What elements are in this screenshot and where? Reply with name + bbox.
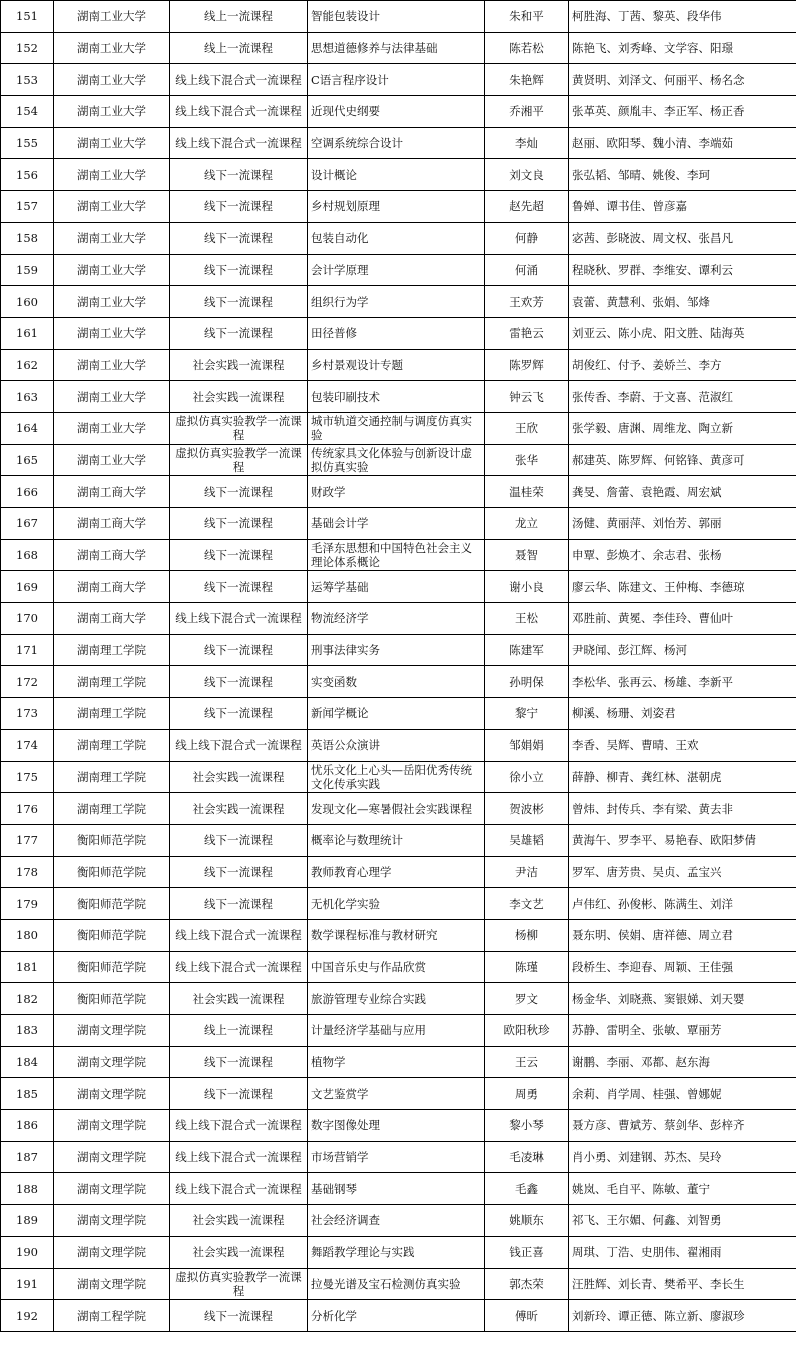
course-name-cell: 拉曼光谱及宝石检测仿真实验 bbox=[308, 1268, 485, 1300]
course-name-cell: 乡村规划原理 bbox=[308, 191, 485, 223]
row-number: 184 bbox=[1, 1046, 54, 1078]
course-name-cell: 分析化学 bbox=[308, 1300, 485, 1332]
table-row bbox=[1, 729, 796, 761]
course-type-cell: 线上线下混合式一流课程 bbox=[170, 1110, 308, 1142]
course-name-cell: 设计概论 bbox=[308, 159, 485, 191]
table-row bbox=[1, 1236, 796, 1268]
row-number: 173 bbox=[1, 698, 54, 730]
row-number: 179 bbox=[1, 888, 54, 920]
course-name-cell: 英语公众演讲 bbox=[308, 729, 485, 761]
row-number: 154 bbox=[1, 96, 54, 128]
team-members-cell: 薛静、柳青、龚红林、湛朝虎 bbox=[569, 761, 796, 793]
course-leader-cell: 龙立 bbox=[485, 508, 569, 540]
course-name-cell: 计量经济学基础与应用 bbox=[308, 1015, 485, 1047]
table-row bbox=[1, 824, 796, 856]
team-members-cell: 汪胜辉、刘长青、樊希平、李长生 bbox=[569, 1268, 796, 1300]
table-body bbox=[1, 1, 796, 1332]
course-type-cell: 线下一流课程 bbox=[170, 1300, 308, 1332]
table-row bbox=[1, 1300, 796, 1332]
course-leader-cell: 姚顺东 bbox=[485, 1205, 569, 1237]
course-leader-cell: 李文艺 bbox=[485, 888, 569, 920]
row-number: 171 bbox=[1, 634, 54, 666]
course-leader-cell: 钟云飞 bbox=[485, 381, 569, 413]
table-row bbox=[1, 508, 796, 540]
row-number: 162 bbox=[1, 349, 54, 381]
row-number: 168 bbox=[1, 539, 54, 571]
table-row bbox=[1, 32, 796, 64]
course-name-cell: 城市轨道交通控制与调度仿真实验 bbox=[308, 412, 485, 444]
course-name-cell: 毛泽东思想和中国特色社会主义理论体系概论 bbox=[308, 539, 485, 571]
course-name-cell: 乡村景观设计专题 bbox=[308, 349, 485, 381]
course-type-cell: 虚拟仿真实验教学一流课程 bbox=[170, 412, 308, 444]
course-leader-cell: 聂智 bbox=[485, 539, 569, 571]
university-cell: 湖南工业大学 bbox=[54, 191, 170, 223]
university-cell: 湖南工业大学 bbox=[54, 159, 170, 191]
course-leader-cell: 王云 bbox=[485, 1046, 569, 1078]
table-row bbox=[1, 888, 796, 920]
university-cell: 湖南文理学院 bbox=[54, 1110, 170, 1142]
course-name-cell: 社会经济调查 bbox=[308, 1205, 485, 1237]
course-name-cell: 数学课程标准与教材研究 bbox=[308, 919, 485, 951]
course-name-cell: 旅游管理专业综合实践 bbox=[308, 983, 485, 1015]
course-leader-cell: 陈瑾 bbox=[485, 951, 569, 983]
course-type-cell: 线下一流课程 bbox=[170, 571, 308, 603]
team-members-cell: 赵丽、欧阳琴、魏小清、李端茹 bbox=[569, 127, 796, 159]
course-type-cell: 线上线下混合式一流课程 bbox=[170, 127, 308, 159]
course-type-cell: 社会实践一流课程 bbox=[170, 761, 308, 793]
course-type-cell: 线下一流课程 bbox=[170, 191, 308, 223]
course-name-cell: 近现代史纲要 bbox=[308, 96, 485, 128]
course-leader-cell: 郭杰荣 bbox=[485, 1268, 569, 1300]
row-number: 158 bbox=[1, 222, 54, 254]
course-leader-cell: 李灿 bbox=[485, 127, 569, 159]
university-cell: 湖南工业大学 bbox=[54, 286, 170, 318]
team-members-cell: 鲁婵、谭书佳、曾彦嘉 bbox=[569, 191, 796, 223]
team-members-cell: 张革英、颜胤丰、李正军、杨正香 bbox=[569, 96, 796, 128]
course-leader-cell: 徐小立 bbox=[485, 761, 569, 793]
table-row bbox=[1, 1205, 796, 1237]
university-cell: 湖南文理学院 bbox=[54, 1236, 170, 1268]
row-number: 177 bbox=[1, 824, 54, 856]
row-number: 188 bbox=[1, 1173, 54, 1205]
course-name-cell: 物流经济学 bbox=[308, 603, 485, 635]
team-members-cell: 尹晓闻、彭江辉、杨河 bbox=[569, 634, 796, 666]
table-row bbox=[1, 603, 796, 635]
course-leader-cell: 杨柳 bbox=[485, 919, 569, 951]
table-row bbox=[1, 476, 796, 508]
university-cell: 湖南文理学院 bbox=[54, 1205, 170, 1237]
course-name-cell: 会计学原理 bbox=[308, 254, 485, 286]
course-name-cell: 发现文化—寒暑假社会实践课程 bbox=[308, 793, 485, 825]
course-name-cell: 概率论与数理统计 bbox=[308, 824, 485, 856]
row-number: 151 bbox=[1, 1, 54, 33]
course-name-cell: 包装印刷技术 bbox=[308, 381, 485, 413]
row-number: 180 bbox=[1, 919, 54, 951]
course-type-cell: 社会实践一流课程 bbox=[170, 1236, 308, 1268]
course-type-cell: 线上线下混合式一流课程 bbox=[170, 1141, 308, 1173]
university-cell: 湖南工商大学 bbox=[54, 476, 170, 508]
university-cell: 湖南文理学院 bbox=[54, 1268, 170, 1300]
course-leader-cell: 乔湘平 bbox=[485, 96, 569, 128]
team-members-cell: 聂方彦、曹斌芳、蔡剑华、彭梓齐 bbox=[569, 1110, 796, 1142]
course-leader-cell: 毛鑫 bbox=[485, 1173, 569, 1205]
row-number: 182 bbox=[1, 983, 54, 1015]
team-members-cell: 罗军、唐芳贵、吴贞、孟宝兴 bbox=[569, 856, 796, 888]
university-cell: 湖南理工学院 bbox=[54, 666, 170, 698]
table-row bbox=[1, 983, 796, 1015]
course-type-cell: 线上线下混合式一流课程 bbox=[170, 729, 308, 761]
course-type-cell: 线上一流课程 bbox=[170, 32, 308, 64]
university-cell: 衡阳师范学院 bbox=[54, 983, 170, 1015]
course-type-cell: 线下一流课程 bbox=[170, 159, 308, 191]
table-row bbox=[1, 96, 796, 128]
course-name-cell: 包装自动化 bbox=[308, 222, 485, 254]
course-type-cell: 线上一流课程 bbox=[170, 1, 308, 33]
course-leader-cell: 钱正喜 bbox=[485, 1236, 569, 1268]
course-name-cell: 智能包装设计 bbox=[308, 1, 485, 33]
team-members-cell: 柳溪、杨珊、刘姿君 bbox=[569, 698, 796, 730]
table-row bbox=[1, 444, 796, 476]
row-number: 185 bbox=[1, 1078, 54, 1110]
row-number: 183 bbox=[1, 1015, 54, 1047]
course-type-cell: 线下一流课程 bbox=[170, 824, 308, 856]
course-type-cell: 线下一流课程 bbox=[170, 666, 308, 698]
course-leader-cell: 欧阳秋珍 bbox=[485, 1015, 569, 1047]
course-leader-cell: 赵先超 bbox=[485, 191, 569, 223]
course-leader-cell: 傅昕 bbox=[485, 1300, 569, 1332]
course-name-cell: 空调系统综合设计 bbox=[308, 127, 485, 159]
team-members-cell: 张弘韬、邹晴、姚俊、李珂 bbox=[569, 159, 796, 191]
university-cell: 湖南工商大学 bbox=[54, 539, 170, 571]
course-name-cell: 中国音乐史与作品欣赏 bbox=[308, 951, 485, 983]
university-cell: 湖南工业大学 bbox=[54, 317, 170, 349]
row-number: 167 bbox=[1, 508, 54, 540]
team-members-cell: 肖小勇、刘建钢、苏杰、吴玲 bbox=[569, 1141, 796, 1173]
university-cell: 湖南工业大学 bbox=[54, 412, 170, 444]
course-type-cell: 线下一流课程 bbox=[170, 317, 308, 349]
course-type-cell: 线上线下混合式一流课程 bbox=[170, 919, 308, 951]
university-cell: 湖南工业大学 bbox=[54, 349, 170, 381]
table-row bbox=[1, 1173, 796, 1205]
table-row bbox=[1, 1268, 796, 1300]
row-number: 165 bbox=[1, 444, 54, 476]
row-number: 164 bbox=[1, 412, 54, 444]
course-leader-cell: 吴雄韬 bbox=[485, 824, 569, 856]
row-number: 159 bbox=[1, 254, 54, 286]
table-row bbox=[1, 254, 796, 286]
course-type-cell: 线下一流课程 bbox=[170, 476, 308, 508]
course-leader-cell: 朱艳辉 bbox=[485, 64, 569, 96]
course-name-cell: 运筹学基础 bbox=[308, 571, 485, 603]
course-type-cell: 社会实践一流课程 bbox=[170, 381, 308, 413]
course-leader-cell: 孙明保 bbox=[485, 666, 569, 698]
team-members-cell: 刘亚云、陈小虎、阳文胜、陆海英 bbox=[569, 317, 796, 349]
university-cell: 衡阳师范学院 bbox=[54, 919, 170, 951]
row-number: 153 bbox=[1, 64, 54, 96]
row-number: 155 bbox=[1, 127, 54, 159]
course-type-cell: 虚拟仿真实验教学一流课程 bbox=[170, 444, 308, 476]
team-members-cell: 龚旻、詹蕾、袁艳霞、周宏斌 bbox=[569, 476, 796, 508]
course-leader-cell: 温桂荣 bbox=[485, 476, 569, 508]
course-name-cell: 基础钢琴 bbox=[308, 1173, 485, 1205]
course-type-cell: 线下一流课程 bbox=[170, 888, 308, 920]
course-leader-cell: 邹娟娟 bbox=[485, 729, 569, 761]
table-row bbox=[1, 1110, 796, 1142]
course-type-cell: 线下一流课程 bbox=[170, 508, 308, 540]
course-name-cell: 文艺鉴赏学 bbox=[308, 1078, 485, 1110]
course-name-cell: 数字图像处理 bbox=[308, 1110, 485, 1142]
university-cell: 湖南工业大学 bbox=[54, 127, 170, 159]
team-members-cell: 苏静、雷明全、张敏、覃丽芳 bbox=[569, 1015, 796, 1047]
table-row bbox=[1, 571, 796, 603]
course-leader-cell: 周勇 bbox=[485, 1078, 569, 1110]
row-number: 152 bbox=[1, 32, 54, 64]
row-number: 175 bbox=[1, 761, 54, 793]
table-row bbox=[1, 349, 796, 381]
university-cell: 湖南工业大学 bbox=[54, 444, 170, 476]
university-cell: 湖南工商大学 bbox=[54, 571, 170, 603]
course-name-cell: 植物学 bbox=[308, 1046, 485, 1078]
university-cell: 湖南工业大学 bbox=[54, 32, 170, 64]
table-row bbox=[1, 539, 796, 571]
course-leader-cell: 何涌 bbox=[485, 254, 569, 286]
university-cell: 湖南工业大学 bbox=[54, 254, 170, 286]
course-type-cell: 虚拟仿真实验教学一流课程 bbox=[170, 1268, 308, 1300]
course-leader-cell: 贺波彬 bbox=[485, 793, 569, 825]
team-members-cell: 卢伟红、孙俊彬、陈满生、刘洋 bbox=[569, 888, 796, 920]
course-type-cell: 线下一流课程 bbox=[170, 222, 308, 254]
team-members-cell: 郝建英、陈罗辉、何铭锋、黄彦可 bbox=[569, 444, 796, 476]
university-cell: 湖南工业大学 bbox=[54, 222, 170, 254]
course-name-cell: 教师教育心理学 bbox=[308, 856, 485, 888]
table-row bbox=[1, 1141, 796, 1173]
row-number: 172 bbox=[1, 666, 54, 698]
row-number: 169 bbox=[1, 571, 54, 603]
row-number: 178 bbox=[1, 856, 54, 888]
course-leader-cell: 黎小琴 bbox=[485, 1110, 569, 1142]
row-number: 187 bbox=[1, 1141, 54, 1173]
team-members-cell: 袁蕾、黄慧利、张娟、邹烽 bbox=[569, 286, 796, 318]
course-leader-cell: 陈罗辉 bbox=[485, 349, 569, 381]
university-cell: 湖南文理学院 bbox=[54, 1078, 170, 1110]
course-name-cell: 传统家具文化体验与创新设计虚拟仿真实验 bbox=[308, 444, 485, 476]
table-row bbox=[1, 1046, 796, 1078]
university-cell: 湖南理工学院 bbox=[54, 634, 170, 666]
team-members-cell: 柯胜海、丁茜、黎英、段华伟 bbox=[569, 1, 796, 33]
university-cell: 湖南工商大学 bbox=[54, 603, 170, 635]
table-row bbox=[1, 761, 796, 793]
university-cell: 湖南文理学院 bbox=[54, 1046, 170, 1078]
team-members-cell: 汤健、黄丽萍、刘怡芳、郭丽 bbox=[569, 508, 796, 540]
team-members-cell: 宓茜、彭晓波、周文权、张昌凡 bbox=[569, 222, 796, 254]
course-leader-cell: 何静 bbox=[485, 222, 569, 254]
team-members-cell: 邓胜前、黄冕、李佳玲、曹仙叶 bbox=[569, 603, 796, 635]
team-members-cell: 曾炜、封传兵、李有梁、黄去非 bbox=[569, 793, 796, 825]
university-cell: 湖南工业大学 bbox=[54, 96, 170, 128]
course-type-cell: 线下一流课程 bbox=[170, 698, 308, 730]
table-row bbox=[1, 317, 796, 349]
university-cell: 湖南工业大学 bbox=[54, 1, 170, 33]
team-members-cell: 黄贤明、刘泽文、何丽平、杨名念 bbox=[569, 64, 796, 96]
team-members-cell: 廖云华、陈建文、王仲梅、李德琼 bbox=[569, 571, 796, 603]
row-number: 174 bbox=[1, 729, 54, 761]
row-number: 181 bbox=[1, 951, 54, 983]
team-members-cell: 祁飞、王尔媚、何鑫、刘智勇 bbox=[569, 1205, 796, 1237]
table-row bbox=[1, 64, 796, 96]
university-cell: 衡阳师范学院 bbox=[54, 856, 170, 888]
course-name-cell: 财政学 bbox=[308, 476, 485, 508]
course-name-cell: 实变函数 bbox=[308, 666, 485, 698]
table-row bbox=[1, 666, 796, 698]
course-type-cell: 线上线下混合式一流课程 bbox=[170, 64, 308, 96]
course-name-cell: 田径普修 bbox=[308, 317, 485, 349]
row-number: 156 bbox=[1, 159, 54, 191]
course-name-cell: 思想道德修养与法律基础 bbox=[308, 32, 485, 64]
team-members-cell: 谢鹏、李丽、邓都、赵东海 bbox=[569, 1046, 796, 1078]
university-cell: 湖南理工学院 bbox=[54, 793, 170, 825]
course-name-cell: 刑事法律实务 bbox=[308, 634, 485, 666]
university-cell: 湖南理工学院 bbox=[54, 761, 170, 793]
row-number: 189 bbox=[1, 1205, 54, 1237]
course-type-cell: 线下一流课程 bbox=[170, 856, 308, 888]
course-leader-cell: 毛凌琳 bbox=[485, 1141, 569, 1173]
course-name-cell: 忧乐文化上心头—岳阳优秀传统文化传承实践 bbox=[308, 761, 485, 793]
table-row bbox=[1, 381, 796, 413]
team-members-cell: 姚岚、毛自平、陈敏、董宁 bbox=[569, 1173, 796, 1205]
team-members-cell: 余莉、肖学周、桂强、曾娜妮 bbox=[569, 1078, 796, 1110]
university-cell: 湖南工商大学 bbox=[54, 508, 170, 540]
table-row bbox=[1, 286, 796, 318]
course-name-cell: 基础会计学 bbox=[308, 508, 485, 540]
team-members-cell: 程晓秋、罗群、李维安、谭利云 bbox=[569, 254, 796, 286]
row-number: 161 bbox=[1, 317, 54, 349]
team-members-cell: 申覃、彭焕才、余志君、张杨 bbox=[569, 539, 796, 571]
team-members-cell: 陈艳飞、刘秀峰、文学容、阳璟 bbox=[569, 32, 796, 64]
row-number: 163 bbox=[1, 381, 54, 413]
course-leader-cell: 王欣 bbox=[485, 412, 569, 444]
course-type-cell: 社会实践一流课程 bbox=[170, 793, 308, 825]
university-cell: 衡阳师范学院 bbox=[54, 951, 170, 983]
team-members-cell: 周琪、丁浩、史朋伟、翟湘雨 bbox=[569, 1236, 796, 1268]
course-type-cell: 线下一流课程 bbox=[170, 254, 308, 286]
table-row bbox=[1, 1, 796, 33]
university-cell: 湖南文理学院 bbox=[54, 1015, 170, 1047]
team-members-cell: 胡俊红、付予、姜娇兰、李方 bbox=[569, 349, 796, 381]
course-leader-cell: 黎宁 bbox=[485, 698, 569, 730]
team-members-cell: 黄海午、罗李平、易艳春、欧阳梦倩 bbox=[569, 824, 796, 856]
university-cell: 湖南工程学院 bbox=[54, 1300, 170, 1332]
course-type-cell: 线下一流课程 bbox=[170, 539, 308, 571]
course-type-cell: 线下一流课程 bbox=[170, 634, 308, 666]
table-row bbox=[1, 793, 796, 825]
course-leader-cell: 陈若松 bbox=[485, 32, 569, 64]
university-cell: 衡阳师范学院 bbox=[54, 824, 170, 856]
team-members-cell: 刘新玲、谭正德、陈立新、廖淑珍 bbox=[569, 1300, 796, 1332]
course-name-cell: 市场营销学 bbox=[308, 1141, 485, 1173]
university-cell: 湖南文理学院 bbox=[54, 1173, 170, 1205]
university-cell: 湖南工业大学 bbox=[54, 381, 170, 413]
team-members-cell: 李松华、张再云、杨雄、李新平 bbox=[569, 666, 796, 698]
table-row bbox=[1, 1015, 796, 1047]
course-type-cell: 线上线下混合式一流课程 bbox=[170, 1173, 308, 1205]
table-row bbox=[1, 1078, 796, 1110]
row-number: 160 bbox=[1, 286, 54, 318]
team-members-cell: 段桥生、李迎春、周颖、王佳强 bbox=[569, 951, 796, 983]
course-type-cell: 线下一流课程 bbox=[170, 1046, 308, 1078]
row-number: 186 bbox=[1, 1110, 54, 1142]
course-type-cell: 线下一流课程 bbox=[170, 286, 308, 318]
row-number: 157 bbox=[1, 191, 54, 223]
course-leader-cell: 刘文良 bbox=[485, 159, 569, 191]
course-name-cell: 新闻学概论 bbox=[308, 698, 485, 730]
table-row bbox=[1, 698, 796, 730]
table-row bbox=[1, 412, 796, 444]
university-cell: 湖南工业大学 bbox=[54, 64, 170, 96]
course-type-cell: 线上线下混合式一流课程 bbox=[170, 603, 308, 635]
row-number: 191 bbox=[1, 1268, 54, 1300]
university-cell: 湖南理工学院 bbox=[54, 698, 170, 730]
table-row bbox=[1, 951, 796, 983]
row-number: 166 bbox=[1, 476, 54, 508]
university-cell: 衡阳师范学院 bbox=[54, 888, 170, 920]
table-row bbox=[1, 919, 796, 951]
course-type-cell: 线上线下混合式一流课程 bbox=[170, 96, 308, 128]
course-leader-cell: 王欢芳 bbox=[485, 286, 569, 318]
team-members-cell: 杨金华、刘晓燕、窦银娣、刘天婴 bbox=[569, 983, 796, 1015]
table-row bbox=[1, 634, 796, 666]
team-members-cell: 聂东明、侯娟、唐祥德、周立君 bbox=[569, 919, 796, 951]
team-members-cell: 张学毅、唐渊、周维龙、陶立新 bbox=[569, 412, 796, 444]
course-leader-cell: 罗文 bbox=[485, 983, 569, 1015]
course-name-cell: 组织行为学 bbox=[308, 286, 485, 318]
row-number: 190 bbox=[1, 1236, 54, 1268]
course-name-cell: 舞蹈教学理论与实践 bbox=[308, 1236, 485, 1268]
university-cell: 湖南文理学院 bbox=[54, 1141, 170, 1173]
course-leader-cell: 王松 bbox=[485, 603, 569, 635]
row-number: 170 bbox=[1, 603, 54, 635]
course-type-cell: 社会实践一流课程 bbox=[170, 1205, 308, 1237]
course-type-cell: 社会实践一流课程 bbox=[170, 349, 308, 381]
course-type-cell: 线上一流课程 bbox=[170, 1015, 308, 1047]
course-leader-cell: 谢小良 bbox=[485, 571, 569, 603]
table-row bbox=[1, 856, 796, 888]
university-cell: 湖南理工学院 bbox=[54, 729, 170, 761]
course-name-cell: C语言程序设计 bbox=[308, 64, 485, 96]
course-name-cell: 无机化学实验 bbox=[308, 888, 485, 920]
course-leader-cell: 张华 bbox=[485, 444, 569, 476]
row-number: 192 bbox=[1, 1300, 54, 1332]
course-leader-cell: 尹洁 bbox=[485, 856, 569, 888]
course-leader-cell: 雷艳云 bbox=[485, 317, 569, 349]
course-type-cell: 社会实践一流课程 bbox=[170, 983, 308, 1015]
course-type-cell: 线下一流课程 bbox=[170, 1078, 308, 1110]
team-members-cell: 李香、吴辉、曹晴、王欢 bbox=[569, 729, 796, 761]
table-row bbox=[1, 222, 796, 254]
table-row bbox=[1, 159, 796, 191]
table-row bbox=[1, 127, 796, 159]
team-members-cell: 张传香、李蔚、于文喜、范淑红 bbox=[569, 381, 796, 413]
row-number: 176 bbox=[1, 793, 54, 825]
course-leader-cell: 陈建军 bbox=[485, 634, 569, 666]
course-type-cell: 线上线下混合式一流课程 bbox=[170, 951, 308, 983]
course-leader-cell: 朱和平 bbox=[485, 1, 569, 33]
table-row bbox=[1, 191, 796, 223]
